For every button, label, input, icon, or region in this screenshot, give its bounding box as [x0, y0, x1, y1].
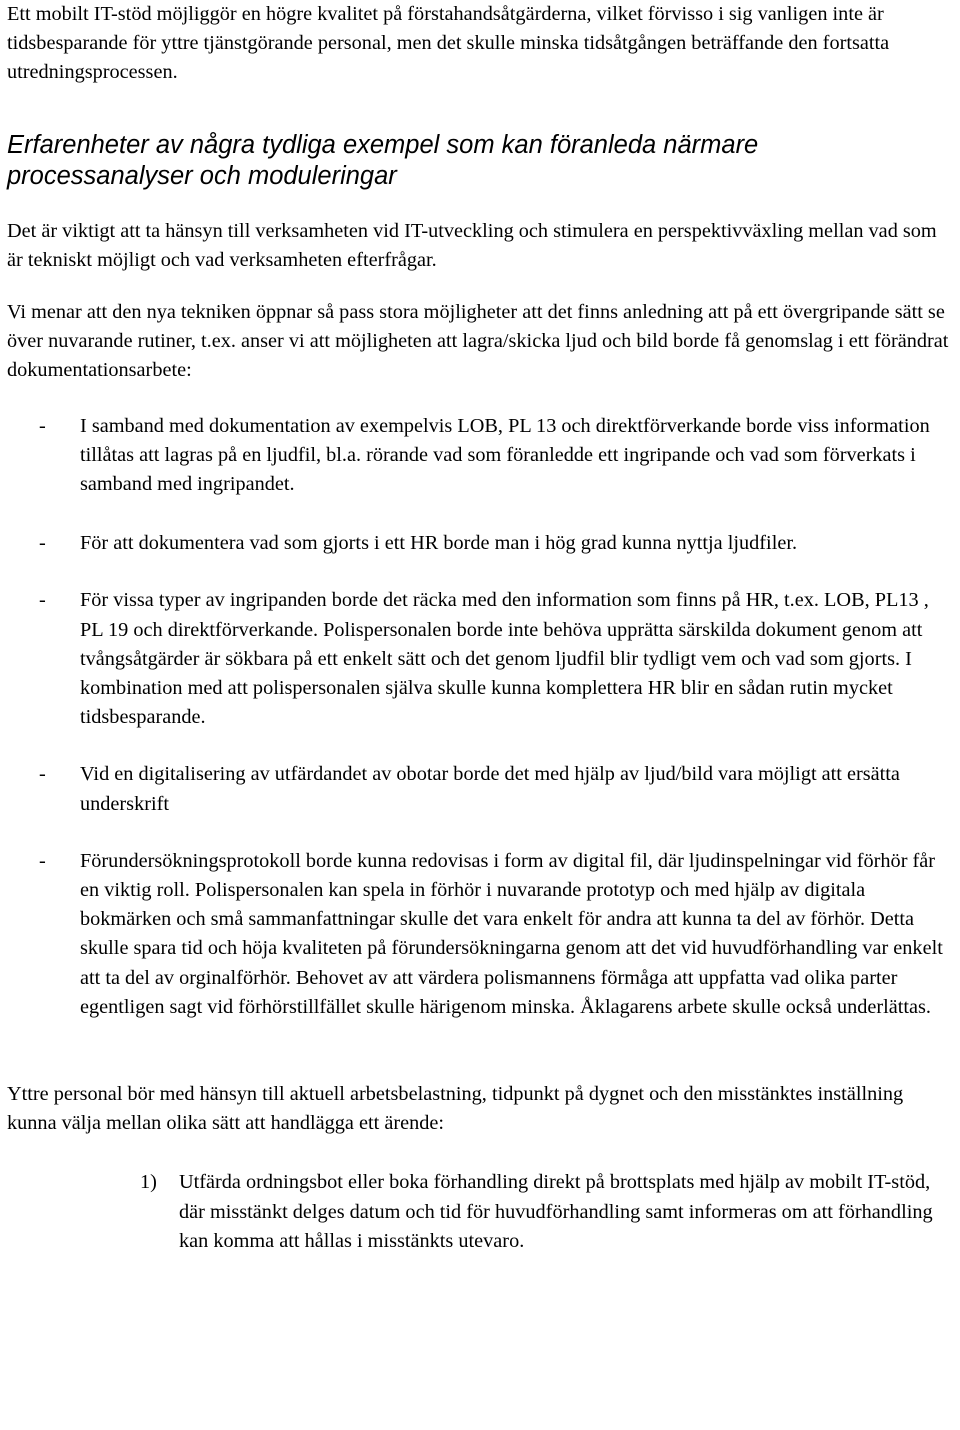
- bullet-dash: -: [39, 589, 46, 612]
- paragraph-external-staff: Yttre personal bör med hänsyn till aktuell arbetsbelastning, tidpunkt på dygnet och den misstänktes inställning kunna välja mellan olika sätt att handlägga ett ärende:: [7, 1083, 904, 1135]
- list-item-text: För vissa typer av ingripanden borde det räcka med den information som finns på HR, t.ex. LOB, PL13 , PL 19 och direktförverkande. Polispersonalen borde inte behöva upprätta särskilda dokument genom att tvångsåtgärder är sökbara på ett enkelt sätt och det genom ljudfil blir tydligt vem och vad som gjorts. I kombination med att polispersonalen själva skulle kunna komplettera HR blir en sådan rutin mycket tidsbesparande.: [80, 589, 929, 729]
- list-item: [7, 412, 955, 500]
- bullet-dash: -: [39, 763, 46, 786]
- list-item-text: I samband med dokumentation av exempelvis LOB, PL 13 och direktförverkande borde viss information tillåtas att lagras på en ljudfil, bl.a. rörande vad som föranledde ett ingripande och vad som förverkats i samband med ingripandet.: [80, 414, 930, 496]
- list-item-text: Förundersökningsprotokoll borde kunna redovisas i form av digital fil, där ljudinspelningar vid förhör får en viktig roll. Polispersonalen kan spela in förhör i nuvarande prototyp och med hjälp av digitala bokmärken och små sammanfattningar skulle det vara enkelt för andra att kunna ta del av förhör. Detta skulle spara tid och höja kvaliteten på förundersökningarna genom att det vid huvudförhandling var enkelt att ta del av orginalförhör. Behovet av att värdera polismannens förmåga att uppfatta vad olika parter egentligen sagt vid förhörstillfället skulle härigenom minska. Åklagarens arbete skulle också underlättas.: [80, 849, 943, 1018]
- list-item-text: För att dokumentera vad som gjorts i ett HR borde man i hög grad kunna nyttja ljudfiler.: [80, 532, 798, 555]
- item-number: 1): [140, 1171, 157, 1194]
- list-item: [7, 529, 955, 558]
- bullet-dash: -: [39, 849, 46, 872]
- document-page: [7, 0, 957, 1256]
- paragraph-new-technology: Vi menar att den nya tekniken öppnar så pass stora möjligheter att det finns anledning att på ett övergripande sätt se över nuvarande rutiner, t.ex. anser vi att möjligheten att lagra/skicka ljud och bild borde få genomslag i ett förändrat dokumentationsarbete:: [7, 301, 949, 382]
- intro-paragraph: Ett mobilt IT-stöd möjliggör en högre kvalitet på förstahandsåtgärderna, vilket förvisso i sig vanligen inte är tidsbesparande för yttre tjänstgörande personal, men det skulle minska tidsåtgången beträffande den fortsatta utredningsprocessen.: [7, 3, 890, 84]
- numbered-item-text: Utfärda ordningsbot eller boka förhandling direkt på brottsplats med hjälp av mobilt IT-stöd, där misstänkt delges datum och tid för huvudförhandling samt informeras om att förhandling kan komma att hållas i misstänkts utevaro.: [179, 1171, 933, 1252]
- bullet-dash: -: [39, 532, 46, 555]
- list-item: [7, 586, 955, 732]
- paragraph-it-development: Det är viktigt att ta hänsyn till verksamheten vid IT-utveckling och stimulera en perspektivväxling mellan vad som är tekniskt möjligt och vad verksamheten efterfrågar.: [7, 219, 937, 271]
- list-item: [7, 847, 955, 1022]
- list-item-text: Vid en digitalisering av utfärdandet av obotar borde det med hjälp av ljud/bild vara möjligt att ersätta underskrift: [80, 763, 900, 815]
- bullet-dash: -: [39, 414, 46, 437]
- section-heading: Erfarenheter av några tydliga exempel som kan föranleda närmare processanalyser och moduleringar: [7, 130, 759, 190]
- bullet-list: [7, 412, 957, 1022]
- numbered-item: [7, 1168, 960, 1256]
- list-item: [7, 760, 955, 818]
